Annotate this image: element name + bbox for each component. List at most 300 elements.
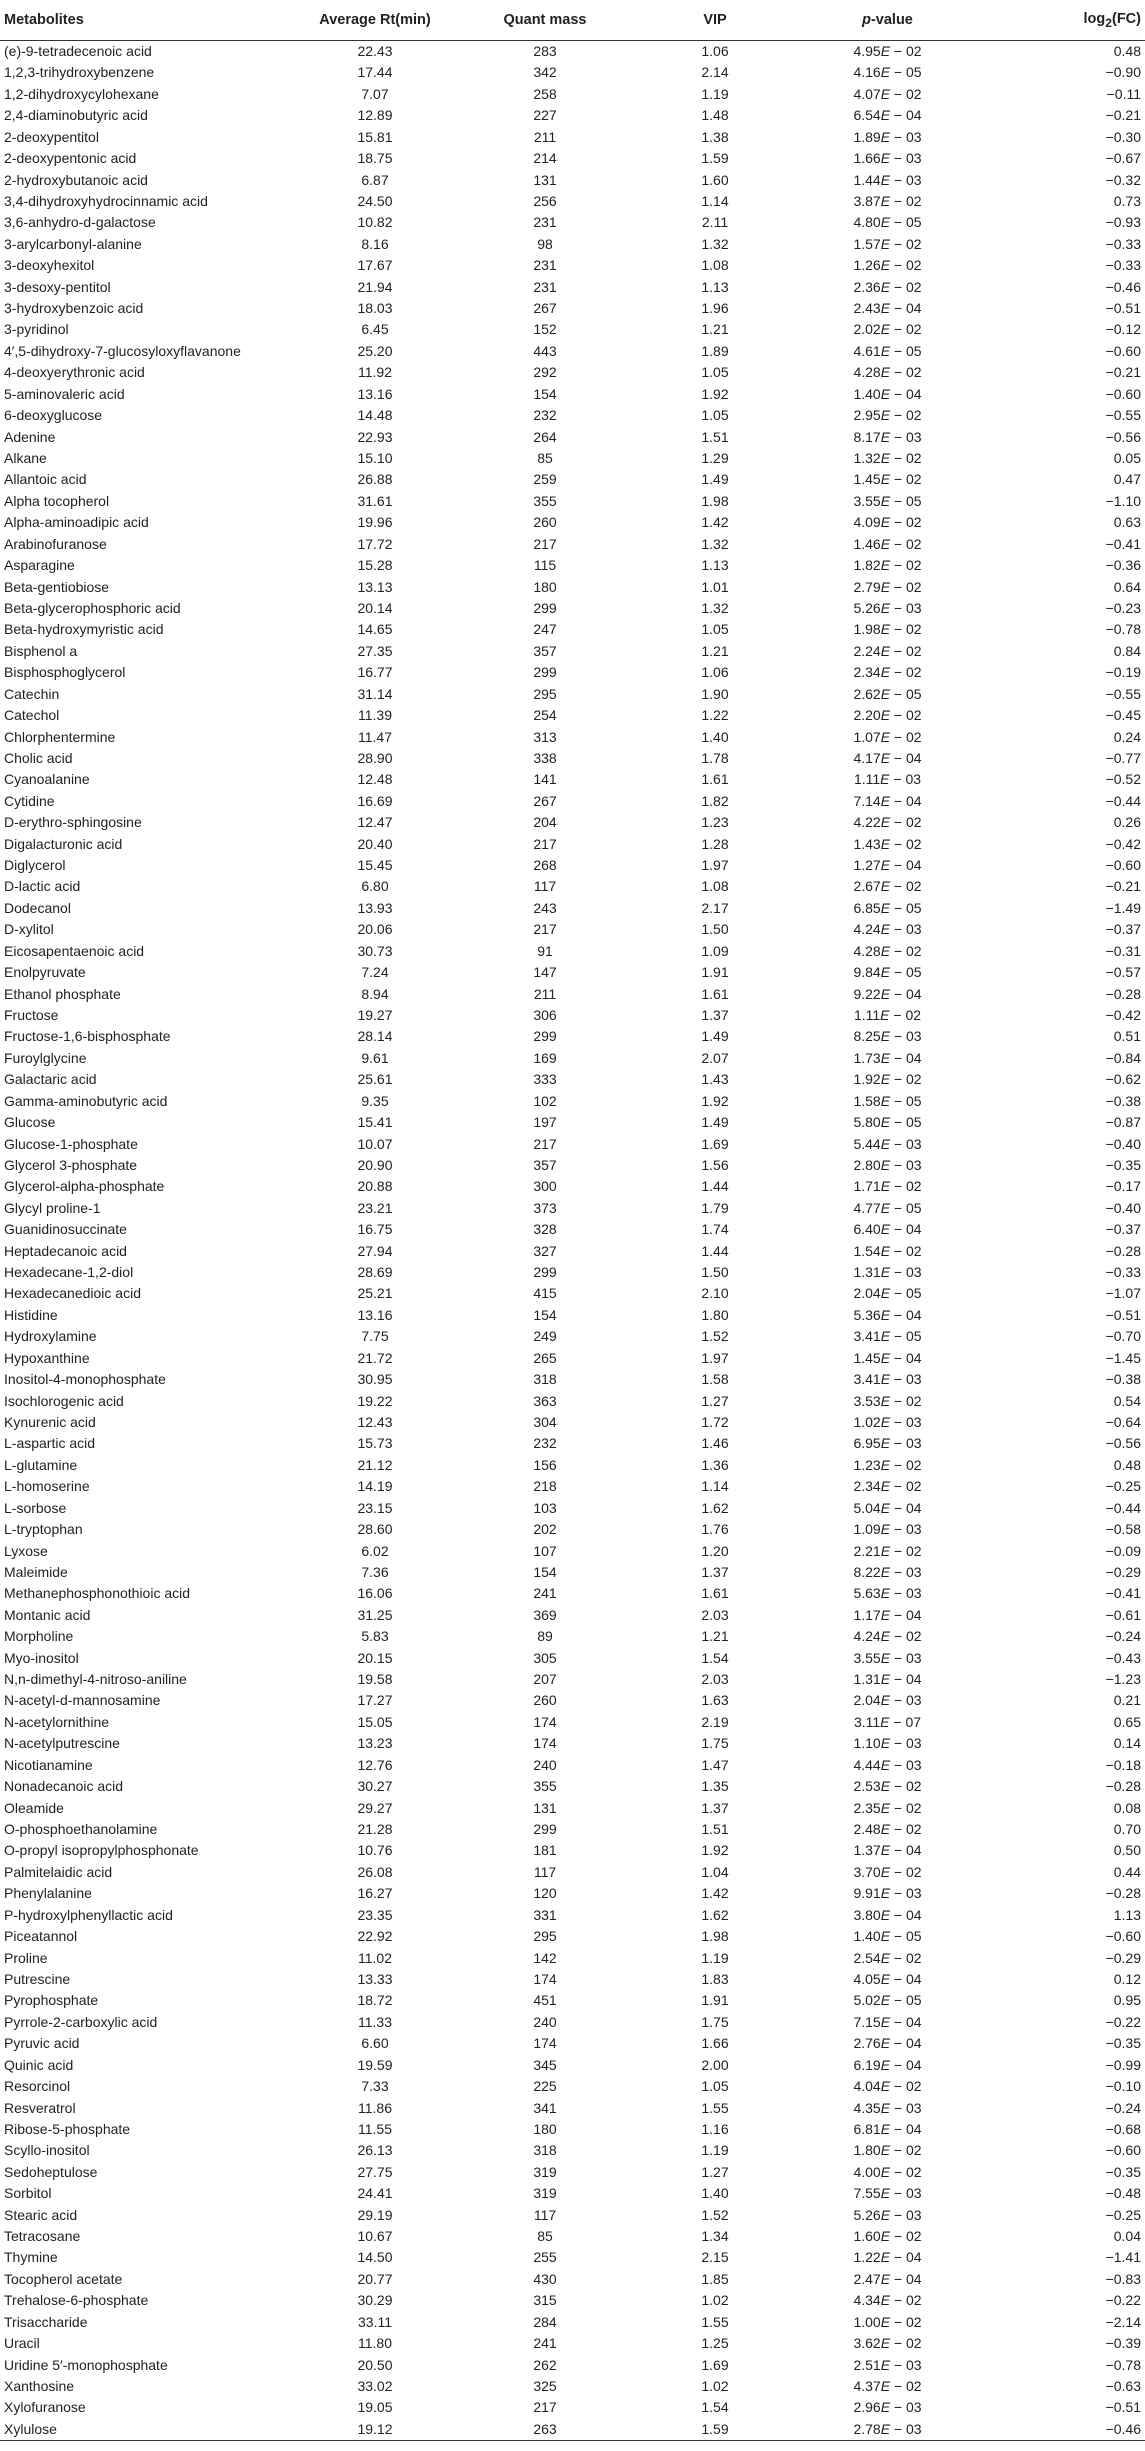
cell-metabolite: 3-pyridinol: [4, 321, 69, 338]
cell-metabolite: N-acetylputrescine: [4, 1735, 120, 1752]
cell-quant-mass: 333: [533, 1071, 557, 1088]
cell-metabolite: P-hydroxylphenyllactic acid: [4, 1906, 173, 1923]
cell-log2fc: −0.78: [1105, 621, 1141, 638]
cell-metabolite: L-aspartic acid: [4, 1435, 96, 1452]
cell-average-rt: 20.50: [357, 2356, 393, 2373]
table-row: [0, 469, 1145, 490]
cell-average-rt: 11.47: [358, 728, 392, 745]
header-fc-sub: 2: [1105, 15, 1112, 30]
cell-quant-mass: 325: [533, 2377, 557, 2394]
cell-metabolite: Scyllo-inositol: [4, 2142, 90, 2159]
cell-average-rt: 17.67: [357, 257, 393, 274]
cell-average-rt: 20.88: [357, 1178, 393, 1195]
cell-quant-mass: 299: [533, 1264, 557, 1281]
cell-p-value: 1.73E − 04: [853, 1049, 922, 1066]
cell-p-value: 1.80E − 02: [853, 2142, 922, 2159]
cell-metabolite: Proline: [4, 1949, 48, 1966]
table-row: [0, 1755, 1145, 1776]
table-row: [0, 2355, 1145, 2376]
cell-quant-mass: 180: [533, 2120, 557, 2137]
cell-quant-mass: 142: [533, 1949, 557, 1966]
cell-average-rt: 23.35: [357, 1906, 393, 1923]
cell-quant-mass: 217: [533, 1135, 557, 1152]
cell-vip: 1.90: [701, 685, 729, 702]
cell-log2fc: −0.60: [1105, 385, 1141, 402]
cell-metabolite: L-sorbose: [4, 1499, 67, 1516]
cell-vip: 2.07: [701, 1049, 729, 1066]
cell-quant-mass: 117: [533, 1863, 557, 1880]
cell-log2fc: −0.33: [1105, 1264, 1141, 1281]
cell-log2fc: 0.51: [1113, 1028, 1141, 1045]
cell-vip: 1.19: [701, 1949, 729, 1966]
cell-vip: 1.72: [701, 1414, 729, 1430]
cell-quant-mass: 197: [533, 1114, 557, 1131]
cell-metabolite: Resorcinol: [4, 2078, 71, 2095]
cell-p-value: 3.62E − 02: [853, 2335, 922, 2352]
cell-log2fc: −0.23: [1105, 599, 1141, 616]
cell-quant-mass: 98: [537, 235, 553, 252]
table-row: [0, 1948, 1145, 1969]
header-p-value: [790, 0, 985, 41]
cell-quant-mass: 232: [533, 1435, 557, 1452]
cell-metabolite: Cytidine: [4, 792, 55, 809]
cell-metabolite: Resveratrol: [4, 2099, 76, 2116]
table-row: [0, 427, 1145, 448]
cell-p-value: 1.66E − 03: [853, 150, 922, 167]
cell-log2fc: −0.29: [1105, 1949, 1141, 1966]
cell-average-rt: 14.50: [357, 2249, 393, 2266]
cell-vip: 1.49: [701, 1114, 729, 1131]
table-row: [0, 898, 1145, 919]
cell-p-value: 2.54E − 02: [853, 1949, 922, 1966]
cell-log2fc: −0.18: [1105, 1756, 1141, 1773]
cell-vip: 1.28: [701, 835, 729, 852]
table-row: [0, 984, 1145, 1005]
cell-p-value: 1.89E − 03: [853, 128, 922, 145]
cell-metabolite: Methanephosphonothioic acid: [4, 1585, 191, 1602]
table-row: [0, 1305, 1145, 1326]
cell-metabolite: Lyxose: [4, 1542, 48, 1559]
cell-vip: 2.03: [701, 1606, 729, 1623]
cell-average-rt: 28.60: [357, 1521, 393, 1538]
table-row: [0, 1005, 1145, 1026]
cell-vip: 1.98: [701, 1928, 729, 1945]
cell-metabolite: Gamma-aminobutyric acid: [4, 1092, 168, 1109]
cell-metabolite: Beta-glycerophosphoric acid: [4, 599, 181, 616]
cell-vip: 1.22: [701, 707, 729, 724]
cell-metabolite: Furoylglycine: [4, 1049, 87, 1066]
cell-vip: 1.51: [701, 428, 729, 445]
cell-p-value: 1.07E − 02: [853, 728, 922, 745]
cell-quant-mass: 265: [533, 1349, 557, 1366]
cell-p-value: 4.24E − 03: [853, 921, 922, 938]
cell-log2fc: −0.55: [1105, 685, 1141, 702]
cell-metabolite: 3-deoxyhexitol: [4, 257, 95, 274]
cell-quant-mass: 299: [533, 664, 557, 681]
header-vip: VIP: [640, 0, 790, 41]
cell-quant-mass: 156: [533, 1456, 557, 1473]
cell-log2fc: 0.64: [1113, 578, 1141, 595]
cell-p-value: 1.40E − 05: [853, 1928, 922, 1945]
cell-log2fc: −0.43: [1105, 1649, 1141, 1666]
cell-vip: 1.02: [701, 2377, 729, 2394]
cell-log2fc: −0.22: [1105, 2292, 1141, 2309]
cell-average-rt: 30.29: [357, 2292, 393, 2309]
cell-average-rt: 16.27: [357, 1885, 393, 1902]
cell-metabolite: Catechol: [4, 707, 60, 724]
cell-metabolite: Trisaccharide: [4, 2313, 88, 2330]
cell-log2fc: −0.40: [1105, 1135, 1141, 1152]
cell-vip: 1.20: [701, 1542, 729, 1559]
cell-metabolite: Glycerol 3-phosphate: [4, 1156, 138, 1173]
cell-quant-mass: 107: [533, 1542, 557, 1559]
cell-metabolite: Isochlorogenic acid: [4, 1392, 124, 1409]
cell-average-rt: 33.02: [357, 2377, 393, 2394]
cell-metabolite: Guanidinosuccinate: [4, 1221, 127, 1238]
cell-average-rt: 17.27: [357, 1692, 393, 1709]
cell-vip: 1.98: [701, 492, 729, 509]
cell-quant-mass: 141: [533, 771, 557, 788]
cell-metabolite: 2-deoxypentonic acid: [4, 150, 137, 167]
table-row: [0, 1369, 1145, 1390]
cell-metabolite: Myo-inositol: [4, 1649, 79, 1666]
cell-p-value: 4.16E − 05: [853, 64, 922, 81]
cell-log2fc: −0.58: [1105, 1521, 1141, 1538]
cell-average-rt: 30.73: [357, 942, 393, 959]
cell-metabolite: Uracil: [4, 2335, 40, 2352]
cell-average-rt: 16.69: [357, 792, 393, 809]
cell-metabolite: Alpha tocopherol: [4, 492, 110, 509]
cell-vip: 1.97: [701, 1349, 729, 1366]
cell-p-value: 1.45E − 04: [853, 1349, 922, 1366]
cell-average-rt: 15.45: [357, 857, 393, 874]
cell-metabolite: Dodecanol: [4, 899, 71, 916]
cell-log2fc: −1.23: [1105, 1671, 1141, 1688]
cell-metabolite: Eicosapentaenoic acid: [4, 942, 145, 959]
cell-vip: 1.52: [701, 2206, 729, 2223]
cell-average-rt: 20.15: [357, 1649, 393, 1666]
cell-p-value: 2.47E − 04: [853, 2270, 922, 2287]
cell-average-rt: 7.07: [361, 85, 389, 102]
cell-vip: 1.09: [701, 942, 729, 959]
cell-metabolite: 3-desoxy-pentitol: [4, 278, 111, 295]
cell-quant-mass: 262: [533, 2356, 557, 2373]
cell-vip: 1.75: [701, 1735, 729, 1752]
cell-log2fc: 0.21: [1113, 1692, 1141, 1709]
cell-average-rt: 20.77: [357, 2270, 393, 2287]
cell-quant-mass: 89: [537, 1628, 553, 1645]
cell-log2fc: −0.46: [985, 2419, 1145, 2441]
cell-quant-mass: 231: [533, 278, 557, 295]
cell-vip: 2.17: [701, 899, 729, 916]
cell-p-value: 3.41E − 03: [853, 1371, 922, 1388]
cell-metabolite: Bisphosphoglycerol: [4, 664, 126, 681]
cell-average-rt: 7.75: [361, 1328, 389, 1345]
cell-p-value: 4.34E − 02: [853, 2292, 922, 2309]
cell-average-rt: 29.19: [357, 2206, 393, 2223]
cell-quant-mass: 328: [533, 1221, 557, 1238]
cell-p-value: 1.92E − 02: [853, 1071, 922, 1088]
cell-average-rt: 19.96: [357, 514, 393, 531]
cell-quant-mass: 103: [533, 1499, 557, 1516]
cell-quant-mass: 131: [533, 1799, 557, 1816]
table-row: [0, 748, 1145, 769]
cell-log2fc: −0.33: [1105, 257, 1141, 274]
cell-vip: 1.49: [701, 471, 729, 488]
table-row: [0, 2376, 1145, 2397]
cell-log2fc: −0.24: [1105, 2099, 1141, 2116]
cell-p-value: 2.43E − 04: [853, 300, 922, 317]
cell-p-value: 7.14E − 04: [853, 792, 922, 809]
cell-vip: 1.44: [701, 1178, 729, 1195]
cell-log2fc: −0.68: [1105, 2120, 1141, 2137]
cell-p-value: 9.84E − 05: [853, 964, 922, 981]
table-row: [0, 2140, 1145, 2161]
cell-metabolite: Quinic acid: [4, 2056, 74, 2073]
cell-average-rt: 28.14: [357, 1028, 393, 1045]
cell-log2fc: −0.25: [1105, 1478, 1141, 1495]
cell-average-rt: 27.94: [357, 1242, 393, 1259]
cell-log2fc: −0.90: [1105, 64, 1141, 81]
cell-average-rt: 19.58: [357, 1671, 393, 1688]
cell-log2fc: −0.51: [1105, 2399, 1141, 2416]
cell-quant-mass: 243: [533, 899, 557, 916]
table-body: [0, 41, 1145, 2441]
cell-quant-mass: 267: [533, 300, 557, 317]
cell-quant-mass: 430: [533, 2270, 557, 2287]
cell-p-value: 5.36E − 04: [853, 1306, 922, 1323]
cell-log2fc: −0.78: [1105, 2356, 1141, 2373]
cell-vip: 2.03: [701, 1671, 729, 1688]
cell-vip: 1.27: [701, 1392, 729, 1409]
cell-p-value: 2.79E − 02: [853, 578, 922, 595]
cell-p-value: 1.46E − 02: [853, 535, 922, 552]
cell-log2fc: −0.28: [1105, 1778, 1141, 1795]
cell-log2fc: −1.49: [1105, 899, 1141, 916]
cell-average-rt: 12.89: [357, 107, 393, 124]
cell-average-rt: 9.61: [361, 1049, 389, 1066]
cell-p-value: 1.11E − 02: [853, 1006, 922, 1023]
cell-metabolite: Kynurenic acid: [4, 1414, 96, 1430]
cell-metabolite: Phenylalanine: [4, 1885, 92, 1902]
cell-log2fc: −0.25: [1105, 2206, 1141, 2223]
cell-metabolite: L-glutamine: [4, 1456, 78, 1473]
cell-average-rt: 19.27: [357, 1006, 393, 1023]
cell-quant-mass: 241: [533, 1585, 557, 1602]
cell-average-rt: 15.05: [357, 1713, 393, 1730]
table-row: [0, 662, 1145, 683]
cell-quant-mass: 443: [533, 342, 557, 359]
table-row: [0, 1519, 1145, 1540]
cell-vip: 1.37: [701, 1563, 729, 1580]
table-row: [0, 1926, 1145, 1947]
cell-quant-mass: 102: [533, 1092, 557, 1109]
cell-average-rt: 31.61: [357, 492, 393, 509]
cell-quant-mass: 152: [533, 321, 557, 338]
cell-vip: 1.66: [701, 2035, 729, 2052]
cell-log2fc: −0.41: [1105, 1585, 1141, 1602]
cell-quant-mass: 338: [533, 749, 557, 766]
table-row: [0, 769, 1145, 790]
table-row: [0, 1112, 1145, 1133]
cell-log2fc: −0.39: [1105, 2335, 1141, 2352]
cell-vip: 1.19: [701, 2142, 729, 2159]
table-row: [0, 1455, 1145, 1476]
cell-average-rt: 6.60: [361, 2035, 389, 2052]
cell-log2fc: −0.21: [1105, 878, 1141, 895]
cell-log2fc: −0.42: [1105, 1006, 1141, 1023]
cell-p-value: 1.60E − 02: [853, 2228, 922, 2245]
cell-quant-mass: 306: [533, 1006, 557, 1023]
table-row: [0, 1091, 1145, 1112]
cell-vip: 1.19: [701, 85, 729, 102]
table-row: [0, 941, 1145, 962]
cell-log2fc: −0.60: [1105, 1928, 1141, 1945]
cell-quant-mass: 299: [533, 1821, 557, 1838]
cell-quant-mass: 295: [533, 1928, 557, 1945]
cell-vip: 1.92: [701, 1842, 729, 1859]
table-row: [0, 705, 1145, 726]
cell-vip: 1.38: [701, 128, 729, 145]
cell-vip: 1.61: [701, 1585, 729, 1602]
cell-average-rt: 26.13: [357, 2142, 393, 2159]
cell-vip: 1.42: [701, 514, 729, 531]
cell-p-value: 6.19E − 04: [853, 2056, 922, 2073]
cell-quant-mass: 154: [533, 385, 557, 402]
table-row: [0, 191, 1145, 212]
table-row: [0, 1990, 1145, 2011]
table-row: [0, 2076, 1145, 2097]
cell-p-value: 5.80E − 05: [853, 1114, 922, 1131]
cell-vip: 1.21: [701, 1628, 729, 1645]
cell-average-rt: 22.93: [357, 428, 393, 445]
cell-log2fc: −0.36: [1105, 557, 1141, 574]
cell-average-rt: 14.48: [357, 407, 393, 424]
cell-quant-mass: 373: [533, 1199, 557, 1216]
cell-quant-mass: 85: [537, 2228, 553, 2245]
cell-metabolite: Asparagine: [4, 557, 75, 574]
cell-average-rt: 31.14: [357, 685, 393, 702]
cell-p-value: 5.04E − 04: [853, 1499, 922, 1516]
cell-average-rt: 6.02: [361, 1542, 389, 1559]
cell-average-rt: 28.69: [357, 1264, 393, 1281]
cell-log2fc: 0.44: [1113, 1863, 1141, 1880]
cell-quant-mass: 154: [533, 1563, 557, 1580]
cell-average-rt: 17.72: [357, 535, 393, 552]
cell-quant-mass: 315: [533, 2292, 557, 2309]
cell-vip: 1.13: [701, 278, 729, 295]
cell-metabolite: Fructose-1,6-bisphosphate: [4, 1028, 171, 1045]
cell-p-value: 2.34E − 02: [853, 1478, 922, 1495]
cell-quant-mass: 85: [537, 450, 553, 467]
cell-p-value: 4.24E − 02: [853, 1628, 922, 1645]
cell-average-rt: 16.06: [357, 1585, 393, 1602]
cell-p-value: 2.95E − 02: [853, 407, 922, 424]
cell-vip: 1.74: [701, 1221, 729, 1238]
cell-vip: 1.44: [701, 1242, 729, 1259]
cell-vip: 1.29: [701, 450, 729, 467]
cell-p-value: 2.04E − 03: [853, 1692, 922, 1709]
cell-quant-mass: 174: [533, 2035, 557, 2052]
header-row: [0, 0, 1145, 41]
cell-p-value: 2.21E − 02: [853, 1542, 922, 1559]
cell-p-value: 6.95E − 03: [853, 1435, 922, 1452]
cell-p-value: 4.05E − 04: [853, 1970, 922, 1987]
cell-metabolite: Glycerol-alpha-phosphate: [4, 1178, 165, 1195]
cell-p-value: 1.32E − 02: [853, 450, 922, 467]
cell-log2fc: 0.24: [1113, 728, 1141, 745]
table-row: [0, 84, 1145, 105]
cell-quant-mass: 181: [533, 1842, 557, 1859]
cell-p-value: 1.71E − 02: [853, 1178, 922, 1195]
cell-vip: 1.58: [701, 1371, 729, 1388]
cell-log2fc: 0.04: [1113, 2228, 1141, 2245]
cell-log2fc: −0.61: [1105, 1606, 1141, 1623]
cell-metabolite: D-xylitol: [4, 921, 54, 938]
cell-average-rt: 6.80: [361, 878, 389, 895]
cell-metabolite: Galactaric acid: [4, 1071, 97, 1088]
table-row: [0, 212, 1145, 233]
table-row: [0, 1048, 1145, 1069]
cell-average-rt: 30.95: [357, 1371, 393, 1388]
cell-vip: 2.00: [701, 2056, 729, 2073]
cell-p-value: 4.80E − 05: [853, 214, 922, 231]
cell-vip: 1.59: [640, 2419, 790, 2441]
cell-log2fc: −0.93: [1105, 214, 1141, 231]
cell-average-rt: 7.24: [361, 964, 389, 981]
cell-vip: 1.92: [701, 385, 729, 402]
cell-metabolite: 3-hydroxybenzoic acid: [4, 300, 144, 317]
cell-quant-mass: 345: [533, 2056, 557, 2073]
cell-quant-mass: 117: [533, 878, 557, 895]
cell-metabolite: Diglycerol: [4, 857, 66, 874]
cell-metabolite: Fructose: [4, 1006, 59, 1023]
cell-average-rt: 15.28: [357, 557, 393, 574]
cell-p-value: 2.20E − 02: [853, 707, 922, 724]
header-p-italic: p: [862, 12, 871, 28]
cell-log2fc: −0.44: [1105, 1499, 1141, 1516]
cell-p-value: 5.02E − 05: [853, 1992, 922, 2009]
cell-average-rt: 14.65: [357, 621, 393, 638]
cell-p-value: 1.31E − 03: [853, 1264, 922, 1281]
cell-metabolite: 1,2-dihydroxycylohexane: [4, 85, 159, 102]
table-row: [0, 341, 1145, 362]
cell-quant-mass: 415: [533, 1285, 557, 1302]
header-log2fc: [985, 0, 1145, 41]
cell-average-rt: 11.02: [358, 1949, 392, 1966]
cell-metabolite: Allantoic acid: [4, 471, 87, 488]
cell-p-value: 1.31E − 04: [853, 1671, 922, 1688]
table-row: [0, 1326, 1145, 1347]
table-row: [0, 1069, 1145, 1090]
cell-metabolite: Catechin: [4, 685, 60, 702]
cell-vip: 1.69: [701, 1135, 729, 1152]
cell-metabolite: Sorbitol: [4, 2185, 52, 2202]
cell-p-value: 2.78E − 03: [790, 2419, 985, 2441]
table-row: [0, 727, 1145, 748]
cell-average-rt: 16.77: [357, 664, 393, 681]
cell-p-value: 2.62E − 05: [853, 685, 922, 702]
cell-average-rt: 27.75: [357, 2163, 393, 2180]
cell-average-rt: 19.22: [357, 1392, 393, 1409]
header-fc-suffix: (FC): [1112, 10, 1141, 27]
cell-p-value: 4.00E − 02: [853, 2163, 922, 2180]
cell-vip: 1.08: [701, 878, 729, 895]
cell-vip: 1.91: [701, 1992, 729, 2009]
cell-log2fc: −0.28: [1105, 1885, 1141, 1902]
cell-average-rt: 16.75: [357, 1221, 393, 1238]
cell-quant-mass: 169: [533, 1049, 557, 1066]
